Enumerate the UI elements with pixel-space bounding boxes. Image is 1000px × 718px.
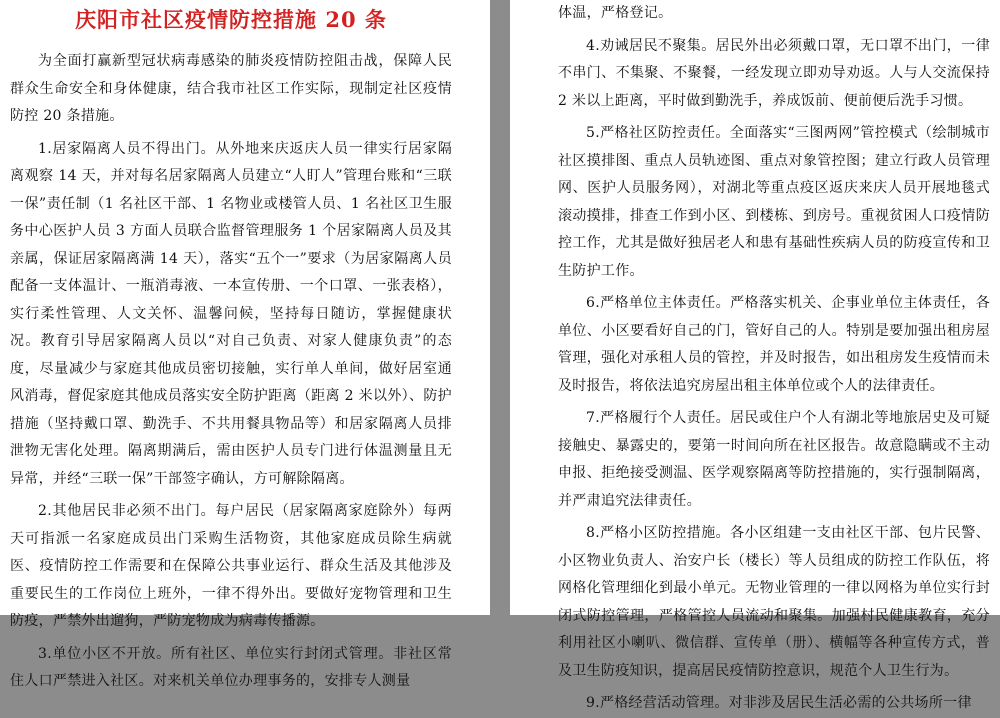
measure-5-paragraph: 5.严格社区防控责任。全面落实“三图两网”管控模式（绘制城市社区摸排图、重点人员轨迹图、重点对象管控图；建立行政人员管理网、医护人员服务网），对湖北等重点疫区返庆来庆人员开展地毯式滚动摸排，排查工作到小区、到楼栋、到房号。重视贫困人口疫情防控工作，尤其是做好独居老人和患有基础性疾病人员的防疫宣传和卫生防护工作。 xyxy=(558,125,990,279)
measure-4-paragraph: 4.劝诫居民不聚集。居民外出必须戴口罩，无口罩不出门，一律不串门、不集聚、不聚餐，一经发现立即劝导劝返。人与人交流保持 2 米以上距离，平时做到勤洗手，养成饭前、便前便后洗手习惯。 xyxy=(558,37,990,109)
measure-3-continuation: 体温，严格登记。 xyxy=(558,5,673,21)
document-page-left xyxy=(0,0,490,689)
measure-8-paragraph: 8.严格小区防控措施。各小区组建一支由社区干部、包片民警、小区物业负责人、治安户长（楼长）等人员组成的防控工作队伍，将网格化管理细化到最小单元。无物业管理的一律以网格为单位实行封闭式防控管理，严格管控人员流动和聚集。加强村民健康教育，充分利用社区小喇叭、微信群、宣传单（册）、横幅等各种宣传方式，普及卫生防疫知识，提高居民疫情防控意识，规范个人卫生行为。 xyxy=(558,525,990,679)
intro-paragraph: 为全面打赢新型冠状病毒感染的肺炎疫情防控阻击战，保障人民群众生命安全和身体健康，结合我市社区工作实际，现制定社区疫情防控 20 条措施。 xyxy=(10,53,452,124)
measure-3-paragraph: 3.单位小区不开放。所有社区、单位实行封闭式管理。非社区常住人口严禁进入社区。对来机关单位办理事务的，安排专人测量 xyxy=(10,645,452,689)
measure-6-paragraph: 6.严格单位主体责任。严格落实机关、企事业单位主体责任，各单位、小区要看好自己的门，管好自己的人。特别是要加强出租房屋管理，强化对承租人员的管控，并及时报告，如出租房发生疫情而未及时报告，将依法追究房屋出租主体单位或个人的法律责任。 xyxy=(558,295,990,394)
measure-2-paragraph: 2.其他居民非必须不出门。每户居民（居家隔离家庭除外）每两天可指派一名家庭成员出门采购生活物资，其他家庭成员除生病就医、疫情防控工作需要和在保障公共事业运行、群众生活及其他涉及重要民生的工作岗位上班外，一律不得外出。要做好宠物管理和卫生防疫，严禁外出遛狗，严防宠物成为病毒传播源。 xyxy=(10,503,452,629)
measure-7-paragraph: 7.严格履行个人责任。居民或住户个人有湖北等地旅居史及可疑接触史、暴露史的，要第一时间向所在社区报告。故意隐瞒或不主动申报、拒绝接受测温、医学观察隔离等防控措施的，实行强制隔离，并严肃追究法律责任。 xyxy=(558,410,990,509)
measure-9-paragraph: 9.严格经营活动管理。对非涉及居民生活必需的公共场所一律 xyxy=(586,695,972,711)
document-title: 庆阳市社区疫情防控措施 20 条 xyxy=(75,7,387,32)
document-page-right xyxy=(510,0,1000,711)
measure-1-paragraph: 1.居家隔离人员不得出门。从外地来庆返庆人员一律实行居家隔离观察 14 天，并对每名居家隔离人员建立“人盯人”管理台账和“三联一保”责任制（1 名社区干部、1 名物业或楼管人员、1 名社区卫生服务中心医护人员 3 方面人员联合监督管理服务 1 个居家隔离人员及其亲属，保证居家隔离满 14 天），落实“五个一”要求（为居家隔离人员配备一支体温计、一瓶消毒液、一本宣传册、一个口罩、一张表格），实行柔性管理、人文关怀、温馨问候，坚持每日随访，掌握健康状况。教育引导居家隔离人员以“对自己负责、对家人健康负责”的态度，尽量减少与家庭其他成员密切接触，实行单人单间，做好居室通风消毒，督促家庭其他成员落实安全防护距离（距离 2 米以外）、防护措施（坚持戴口罩、勤洗手、不共用餐具物品等）和居家隔离人员排泄物无害化处理。隔离期满后，需由医护人员专门进行体温测量且无异常，并经“三联一保”干部签字确认，方可解除隔离。 xyxy=(10,140,452,487)
